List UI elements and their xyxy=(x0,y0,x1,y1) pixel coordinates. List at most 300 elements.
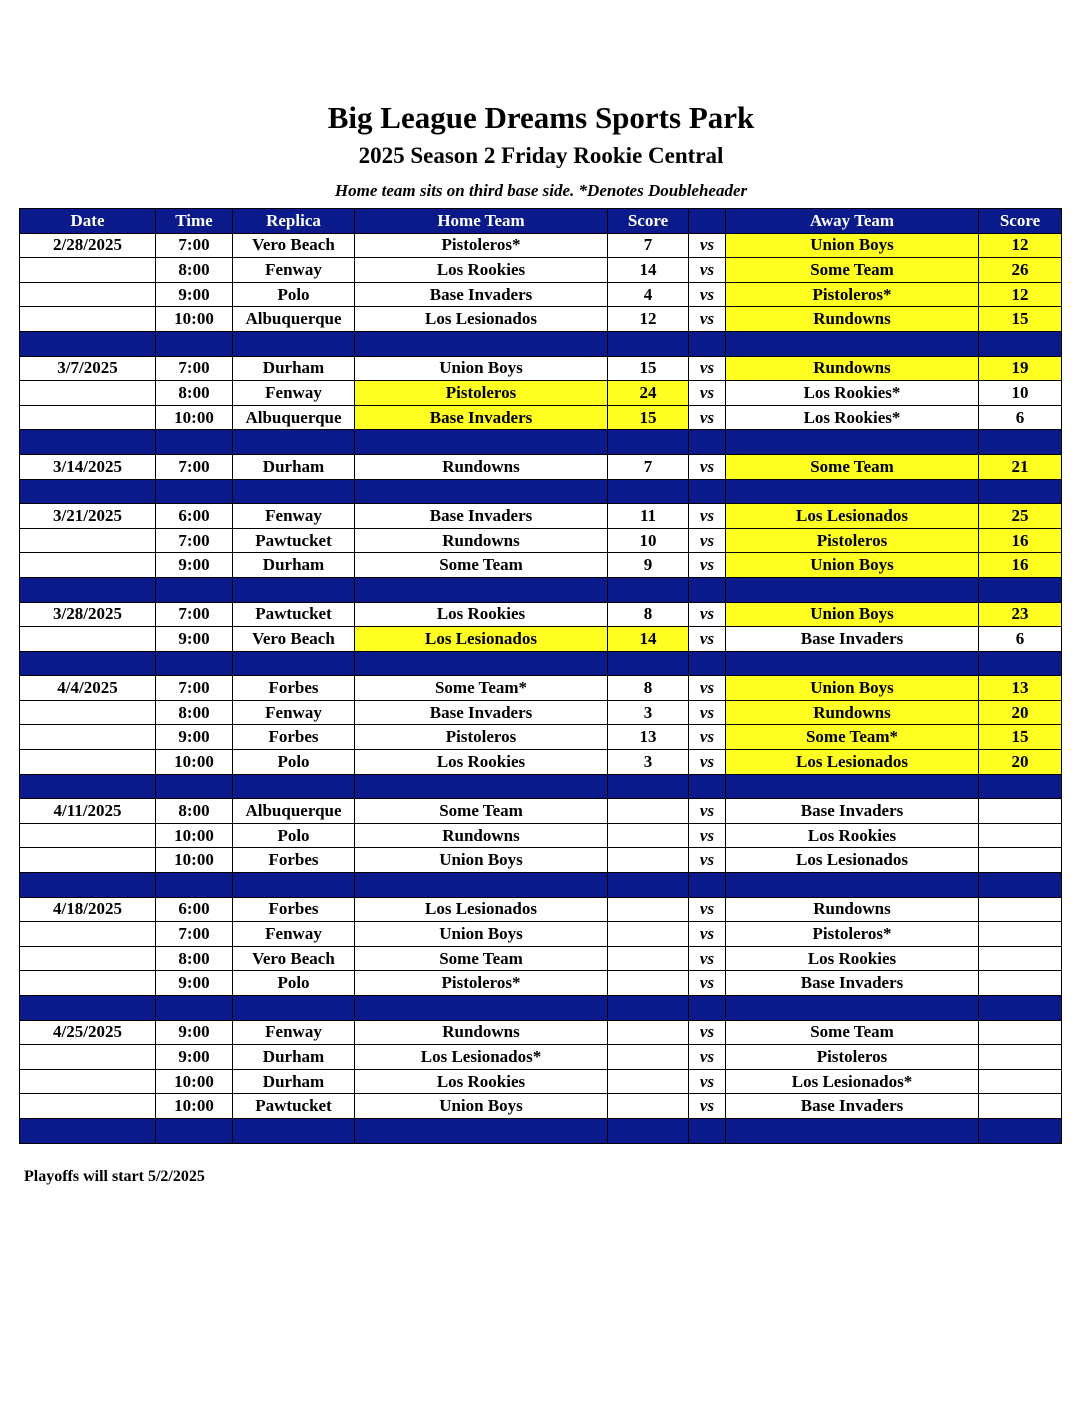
separator-cell xyxy=(20,430,156,455)
cell-home-team: Some Team xyxy=(355,946,608,971)
cell-vs: vs xyxy=(689,946,726,971)
separator-cell xyxy=(156,479,233,504)
cell-replica: Fenway xyxy=(233,258,355,283)
separator-cell xyxy=(726,996,979,1021)
cell-home-team: Los Lesionados xyxy=(355,627,608,652)
cell-home-score: 4 xyxy=(608,282,689,307)
separator-cell xyxy=(726,873,979,898)
cell-home-team: Pistoleros* xyxy=(355,233,608,258)
cell-away-team: Base Invaders xyxy=(726,799,979,824)
cell-replica: Forbes xyxy=(233,676,355,701)
table-row xyxy=(20,282,1062,307)
separator-cell xyxy=(689,430,726,455)
separator-cell xyxy=(156,430,233,455)
separator-cell xyxy=(689,479,726,504)
cell-time: 8:00 xyxy=(156,258,233,283)
cell-home-team: Some Team xyxy=(355,553,608,578)
cell-home-score: 8 xyxy=(608,676,689,701)
cell-date: 3/21/2025 xyxy=(20,504,156,529)
cell-date: 3/14/2025 xyxy=(20,454,156,479)
cell-home-score xyxy=(608,1094,689,1119)
cell-home-score xyxy=(608,897,689,922)
separator-cell xyxy=(20,577,156,602)
table-row xyxy=(20,823,1062,848)
cell-home-score: 11 xyxy=(608,504,689,529)
cell-time: 7:00 xyxy=(156,602,233,627)
cell-away-score xyxy=(979,897,1062,922)
separator-cell xyxy=(689,774,726,799)
cell-vs: vs xyxy=(689,528,726,553)
cell-away-team: Union Boys xyxy=(726,553,979,578)
separator-cell xyxy=(355,996,608,1021)
header-time: Time xyxy=(156,209,233,234)
cell-home-score: 14 xyxy=(608,627,689,652)
cell-replica: Forbes xyxy=(233,725,355,750)
separator-cell xyxy=(156,873,233,898)
cell-time: 9:00 xyxy=(156,1020,233,1045)
table-header-row xyxy=(20,209,1062,234)
separator-cell xyxy=(156,331,233,356)
separator-cell xyxy=(156,996,233,1021)
separator-cell xyxy=(20,479,156,504)
cell-date xyxy=(20,946,156,971)
cell-away-score xyxy=(979,946,1062,971)
cell-home-team: Pistoleros xyxy=(355,725,608,750)
cell-vs: vs xyxy=(689,454,726,479)
cell-date: 4/11/2025 xyxy=(20,799,156,824)
separator-cell xyxy=(726,651,979,676)
cell-date xyxy=(20,627,156,652)
separator-cell xyxy=(156,1118,233,1143)
cell-time: 10:00 xyxy=(156,823,233,848)
cell-away-score: 19 xyxy=(979,356,1062,381)
cell-vs: vs xyxy=(689,307,726,332)
table-row xyxy=(20,799,1062,824)
cell-time: 7:00 xyxy=(156,676,233,701)
cell-home-team: Base Invaders xyxy=(355,282,608,307)
cell-time: 7:00 xyxy=(156,528,233,553)
cell-home-score: 9 xyxy=(608,553,689,578)
cell-time: 6:00 xyxy=(156,504,233,529)
header-home-team: Home Team xyxy=(355,209,608,234)
separator-cell xyxy=(726,1118,979,1143)
cell-time: 9:00 xyxy=(156,971,233,996)
separator-cell xyxy=(233,774,355,799)
separator-cell xyxy=(979,577,1062,602)
cell-replica: Durham xyxy=(233,356,355,381)
week-separator-row xyxy=(20,1118,1062,1143)
cell-away-score xyxy=(979,1020,1062,1045)
cell-time: 9:00 xyxy=(156,725,233,750)
cell-replica: Durham xyxy=(233,454,355,479)
separator-cell xyxy=(233,651,355,676)
table-row xyxy=(20,381,1062,406)
cell-replica: Pawtucket xyxy=(233,528,355,553)
cell-away-score: 6 xyxy=(979,405,1062,430)
cell-home-team: Pistoleros* xyxy=(355,971,608,996)
cell-away-score xyxy=(979,971,1062,996)
cell-replica: Albuquerque xyxy=(233,405,355,430)
cell-away-team: Base Invaders xyxy=(726,1094,979,1119)
separator-cell xyxy=(233,1118,355,1143)
cell-vs: vs xyxy=(689,233,726,258)
cell-vs: vs xyxy=(689,799,726,824)
cell-home-team: Pistoleros xyxy=(355,381,608,406)
cell-vs: vs xyxy=(689,823,726,848)
cell-away-team: Base Invaders xyxy=(726,627,979,652)
cell-home-team: Union Boys xyxy=(355,1094,608,1119)
cell-away-team: Pistoleros* xyxy=(726,282,979,307)
separator-cell xyxy=(608,1118,689,1143)
cell-time: 9:00 xyxy=(156,282,233,307)
cell-away-score: 6 xyxy=(979,627,1062,652)
cell-replica: Forbes xyxy=(233,848,355,873)
week-separator-row xyxy=(20,651,1062,676)
cell-home-score xyxy=(608,848,689,873)
separator-cell xyxy=(689,577,726,602)
separator-cell xyxy=(233,430,355,455)
separator-cell xyxy=(689,873,726,898)
table-row xyxy=(20,454,1062,479)
cell-home-team: Union Boys xyxy=(355,356,608,381)
cell-date xyxy=(20,971,156,996)
separator-cell xyxy=(355,1118,608,1143)
schedule-table xyxy=(19,208,1062,1144)
cell-home-team: Some Team* xyxy=(355,676,608,701)
cell-away-team: Union Boys xyxy=(726,676,979,701)
cell-home-score xyxy=(608,971,689,996)
cell-replica: Fenway xyxy=(233,700,355,725)
cell-away-team: Some Team* xyxy=(726,725,979,750)
cell-home-score: 7 xyxy=(608,454,689,479)
cell-away-score: 21 xyxy=(979,454,1062,479)
header-replica: Replica xyxy=(233,209,355,234)
cell-away-team: Some Team xyxy=(726,258,979,283)
separator-cell xyxy=(608,873,689,898)
cell-replica: Polo xyxy=(233,971,355,996)
separator-cell xyxy=(233,479,355,504)
cell-vs: vs xyxy=(689,258,726,283)
cell-away-score: 12 xyxy=(979,233,1062,258)
separator-cell xyxy=(355,651,608,676)
separator-cell xyxy=(689,1118,726,1143)
cell-vs: vs xyxy=(689,750,726,775)
separator-cell xyxy=(979,774,1062,799)
schedule-body xyxy=(20,233,1062,1143)
cell-replica: Fenway xyxy=(233,1020,355,1045)
cell-replica: Polo xyxy=(233,823,355,848)
cell-away-team: Los Lesionados xyxy=(726,750,979,775)
cell-date xyxy=(20,750,156,775)
cell-vs: vs xyxy=(689,1020,726,1045)
cell-vs: vs xyxy=(689,848,726,873)
header-away-score: Score xyxy=(979,209,1062,234)
cell-replica: Vero Beach xyxy=(233,627,355,652)
cell-time: 8:00 xyxy=(156,799,233,824)
cell-home-score: 13 xyxy=(608,725,689,750)
cell-time: 7:00 xyxy=(156,356,233,381)
table-row xyxy=(20,602,1062,627)
cell-replica: Pawtucket xyxy=(233,602,355,627)
table-row xyxy=(20,405,1062,430)
separator-cell xyxy=(20,996,156,1021)
separator-cell xyxy=(233,577,355,602)
separator-cell xyxy=(608,430,689,455)
cell-away-team: Los Rookies xyxy=(726,946,979,971)
cell-vs: vs xyxy=(689,676,726,701)
cell-home-score xyxy=(608,946,689,971)
cell-away-team: Los Rookies* xyxy=(726,405,979,430)
cell-home-score: 12 xyxy=(608,307,689,332)
cell-away-score: 16 xyxy=(979,553,1062,578)
cell-away-team: Pistoleros xyxy=(726,528,979,553)
cell-away-team: Rundowns xyxy=(726,700,979,725)
separator-cell xyxy=(233,331,355,356)
week-separator-row xyxy=(20,577,1062,602)
cell-date xyxy=(20,848,156,873)
cell-away-team: Rundowns xyxy=(726,897,979,922)
table-row xyxy=(20,848,1062,873)
header-home-score: Score xyxy=(608,209,689,234)
week-separator-row xyxy=(20,331,1062,356)
cell-home-team: Los Rookies xyxy=(355,258,608,283)
separator-cell xyxy=(979,479,1062,504)
cell-home-score: 3 xyxy=(608,700,689,725)
table-row xyxy=(20,258,1062,283)
cell-away-score: 12 xyxy=(979,282,1062,307)
cell-home-score xyxy=(608,823,689,848)
table-row xyxy=(20,307,1062,332)
header-date: Date xyxy=(20,209,156,234)
cell-date xyxy=(20,922,156,947)
cell-date xyxy=(20,381,156,406)
cell-date: 3/28/2025 xyxy=(20,602,156,627)
schedule-note: Home team sits on third base side. *Denotes Doubleheader xyxy=(334,181,748,200)
cell-vs: vs xyxy=(689,504,726,529)
cell-away-team: Base Invaders xyxy=(726,971,979,996)
separator-cell xyxy=(979,331,1062,356)
cell-home-team: Rundowns xyxy=(355,528,608,553)
cell-time: 7:00 xyxy=(156,454,233,479)
cell-vs: vs xyxy=(689,700,726,725)
cell-date: 4/18/2025 xyxy=(20,897,156,922)
separator-cell xyxy=(20,1118,156,1143)
cell-home-score: 3 xyxy=(608,750,689,775)
cell-vs: vs xyxy=(689,356,726,381)
separator-cell xyxy=(726,577,979,602)
cell-away-team: Los Lesionados xyxy=(726,504,979,529)
cell-away-score xyxy=(979,799,1062,824)
week-separator-row xyxy=(20,430,1062,455)
cell-home-team: Los Lesionados xyxy=(355,307,608,332)
cell-away-team: Los Lesionados xyxy=(726,848,979,873)
separator-cell xyxy=(608,651,689,676)
cell-time: 7:00 xyxy=(156,233,233,258)
cell-home-team: Rundowns xyxy=(355,454,608,479)
cell-time: 9:00 xyxy=(156,553,233,578)
table-row xyxy=(20,946,1062,971)
cell-date xyxy=(20,258,156,283)
cell-home-score: 15 xyxy=(608,356,689,381)
cell-home-team: Base Invaders xyxy=(355,504,608,529)
cell-home-team: Los Lesionados* xyxy=(355,1045,608,1070)
cell-vs: vs xyxy=(689,381,726,406)
table-row xyxy=(20,897,1062,922)
table-row xyxy=(20,922,1062,947)
cell-date xyxy=(20,307,156,332)
cell-date xyxy=(20,553,156,578)
separator-cell xyxy=(20,331,156,356)
separator-cell xyxy=(726,331,979,356)
week-separator-row xyxy=(20,479,1062,504)
separator-cell xyxy=(355,479,608,504)
cell-time: 9:00 xyxy=(156,1045,233,1070)
cell-time: 10:00 xyxy=(156,848,233,873)
table-row xyxy=(20,676,1062,701)
separator-cell xyxy=(726,479,979,504)
cell-away-team: Rundowns xyxy=(726,307,979,332)
cell-vs: vs xyxy=(689,897,726,922)
cell-home-team: Los Rookies xyxy=(355,750,608,775)
cell-time: 10:00 xyxy=(156,1069,233,1094)
table-row xyxy=(20,233,1062,258)
separator-cell xyxy=(979,873,1062,898)
cell-home-score: 8 xyxy=(608,602,689,627)
cell-date xyxy=(20,528,156,553)
cell-away-score: 10 xyxy=(979,381,1062,406)
cell-home-score xyxy=(608,1020,689,1045)
cell-replica: Forbes xyxy=(233,897,355,922)
cell-away-score: 20 xyxy=(979,750,1062,775)
page-subtitle: 2025 Season 2 Friday Rookie Central xyxy=(358,143,724,168)
cell-time: 6:00 xyxy=(156,897,233,922)
cell-time: 10:00 xyxy=(156,307,233,332)
cell-home-team: Union Boys xyxy=(355,922,608,947)
separator-cell xyxy=(689,996,726,1021)
separator-cell xyxy=(979,996,1062,1021)
cell-away-team: Union Boys xyxy=(726,602,979,627)
page-title: Big League Dreams Sports Park xyxy=(327,100,755,135)
separator-cell xyxy=(608,479,689,504)
table-row xyxy=(20,971,1062,996)
table-row xyxy=(20,1094,1062,1119)
cell-time: 7:00 xyxy=(156,922,233,947)
cell-replica: Polo xyxy=(233,750,355,775)
header-vs xyxy=(689,209,726,234)
cell-time: 8:00 xyxy=(156,946,233,971)
cell-time: 9:00 xyxy=(156,627,233,652)
cell-away-score: 25 xyxy=(979,504,1062,529)
cell-away-team: Los Rookies xyxy=(726,823,979,848)
cell-away-team: Some Team xyxy=(726,1020,979,1045)
separator-cell xyxy=(608,331,689,356)
cell-date xyxy=(20,1045,156,1070)
table-row xyxy=(20,1045,1062,1070)
separator-cell xyxy=(689,651,726,676)
cell-date xyxy=(20,282,156,307)
separator-cell xyxy=(156,577,233,602)
cell-away-score: 16 xyxy=(979,528,1062,553)
cell-away-team: Rundowns xyxy=(726,356,979,381)
cell-replica: Polo xyxy=(233,282,355,307)
cell-date: 4/4/2025 xyxy=(20,676,156,701)
cell-away-score xyxy=(979,1045,1062,1070)
cell-vs: vs xyxy=(689,971,726,996)
table-row xyxy=(20,1069,1062,1094)
cell-away-score: 20 xyxy=(979,700,1062,725)
cell-away-team: Some Team xyxy=(726,454,979,479)
table-row xyxy=(20,750,1062,775)
cell-date: 3/7/2025 xyxy=(20,356,156,381)
cell-away-score: 23 xyxy=(979,602,1062,627)
cell-vs: vs xyxy=(689,725,726,750)
cell-away-team: Pistoleros* xyxy=(726,922,979,947)
separator-cell xyxy=(355,331,608,356)
cell-replica: Vero Beach xyxy=(233,946,355,971)
week-separator-row xyxy=(20,774,1062,799)
cell-replica: Fenway xyxy=(233,381,355,406)
cell-away-team: Pistoleros xyxy=(726,1045,979,1070)
cell-away-score xyxy=(979,1094,1062,1119)
table-row xyxy=(20,627,1062,652)
cell-date xyxy=(20,725,156,750)
separator-cell xyxy=(20,651,156,676)
cell-date xyxy=(20,700,156,725)
cell-vs: vs xyxy=(689,602,726,627)
cell-home-team: Rundowns xyxy=(355,823,608,848)
cell-away-score xyxy=(979,823,1062,848)
cell-date: 4/25/2025 xyxy=(20,1020,156,1045)
header-away-team: Away Team xyxy=(726,209,979,234)
cell-replica: Pawtucket xyxy=(233,1094,355,1119)
cell-time: 10:00 xyxy=(156,1094,233,1119)
cell-time: 8:00 xyxy=(156,381,233,406)
cell-replica: Durham xyxy=(233,1069,355,1094)
separator-cell xyxy=(979,1118,1062,1143)
cell-vs: vs xyxy=(689,627,726,652)
table-row xyxy=(20,700,1062,725)
cell-replica: Durham xyxy=(233,1045,355,1070)
cell-home-score xyxy=(608,1045,689,1070)
cell-vs: vs xyxy=(689,405,726,430)
cell-vs: vs xyxy=(689,282,726,307)
week-separator-row xyxy=(20,873,1062,898)
playoffs-note: Playoffs will start 5/2/2025 xyxy=(24,1168,205,1185)
cell-home-score: 10 xyxy=(608,528,689,553)
table-row xyxy=(20,1020,1062,1045)
cell-away-score xyxy=(979,848,1062,873)
table-row xyxy=(20,553,1062,578)
cell-away-score xyxy=(979,1069,1062,1094)
cell-time: 10:00 xyxy=(156,405,233,430)
cell-away-team: Los Lesionados* xyxy=(726,1069,979,1094)
separator-cell xyxy=(355,577,608,602)
separator-cell xyxy=(355,430,608,455)
separator-cell xyxy=(608,774,689,799)
cell-home-team: Base Invaders xyxy=(355,700,608,725)
table-row xyxy=(20,725,1062,750)
cell-date xyxy=(20,1069,156,1094)
separator-cell xyxy=(355,873,608,898)
cell-home-team: Base Invaders xyxy=(355,405,608,430)
cell-home-team: Los Rookies xyxy=(355,602,608,627)
separator-cell xyxy=(355,774,608,799)
cell-home-score: 14 xyxy=(608,258,689,283)
cell-away-score: 15 xyxy=(979,307,1062,332)
cell-replica: Fenway xyxy=(233,922,355,947)
cell-home-team: Rundowns xyxy=(355,1020,608,1045)
cell-replica: Albuquerque xyxy=(233,307,355,332)
